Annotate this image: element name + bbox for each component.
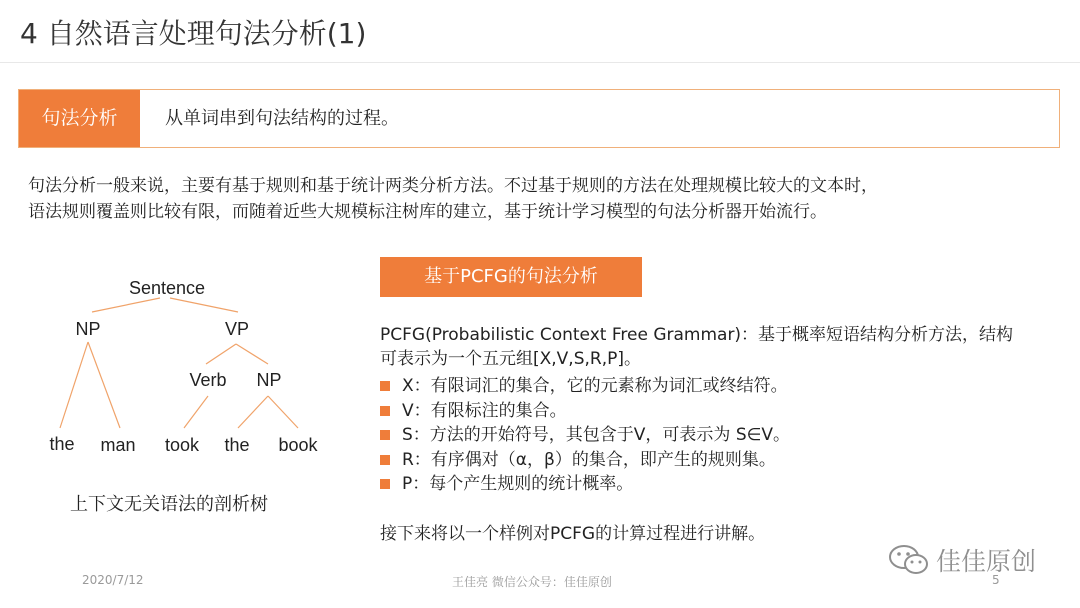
square-bullet-icon [380, 430, 390, 440]
leaf-took: took [164, 435, 200, 455]
tree-caption: 上下文无关语法的剖析树 [70, 494, 268, 515]
watermark [888, 540, 1036, 580]
node-vp: VP [224, 319, 250, 339]
node-verb: Verb [189, 370, 227, 390]
edge-np-the [60, 342, 88, 428]
watermark-text: 佳佳原创 [936, 547, 1037, 576]
list-item-text: P：每个产生规则的统计概率。 [402, 474, 634, 494]
square-bullet-icon [380, 406, 390, 416]
leaf-the: the [49, 434, 75, 454]
square-bullet-icon [380, 479, 390, 489]
slide-title: 4 自然语言处理句法分析(1) [20, 17, 367, 50]
pcfg-desc-line-2: 可表示为一个五元组[X,V,S,R,P]。 [380, 349, 642, 369]
definition-box [18, 89, 1060, 148]
edge-vp-verb [206, 344, 236, 364]
list-item [380, 448, 790, 473]
list-item [380, 472, 790, 497]
square-bullet-icon [380, 381, 390, 391]
definition-tag: 句法分析 [19, 90, 140, 147]
list-item-text: X：有限词汇的集合，它的元素称为词汇或终结符。 [402, 376, 788, 396]
leaf-book: book [278, 435, 318, 455]
intro-line-2: 语法规则覆盖则比较有限，而随着近些大规模标注树库的建立，基于统计学习模型的句法分析器开始流行。 [28, 202, 827, 222]
leaf-the-2: the [224, 435, 250, 455]
pcfg-desc-line-1: PCFG(Probabilistic Context Free Grammar)：基于概率短语结构分析方法，结构 [380, 325, 1014, 345]
list-item [380, 423, 790, 448]
list-item-text: V：有限标注的集合。 [402, 400, 567, 421]
pcfg-component-list [380, 374, 790, 497]
edge-vp-np [236, 344, 268, 364]
edge-np-book [268, 396, 298, 428]
square-bullet-icon [380, 455, 390, 465]
leaf-man: man [100, 435, 136, 455]
edge-sentence-vp [170, 298, 238, 312]
wechat-icon [888, 543, 930, 577]
edge-verb-took [184, 396, 208, 428]
pcfg-description [380, 323, 1070, 371]
pcfg-heading-tag: 基于PCFG的句法分析 [380, 257, 642, 297]
list-item [380, 374, 790, 399]
parse-tree-diagram [0, 250, 360, 480]
footer-page-number: 5 [992, 573, 1000, 587]
edge-sentence-np [92, 298, 160, 312]
footer-date: 2020/7/12 [82, 573, 144, 587]
list-item [380, 399, 790, 424]
definition-text: 从单词串到句法结构的过程。 [165, 108, 399, 129]
edge-np-the2 [238, 396, 268, 428]
list-item-text: S：方法的开始符号，其包含于V，可表示为 S∈V。 [402, 425, 791, 445]
intro-line-1: 句法分析一般来说，主要有基于规则和基于统计两类分析方法。不过基于规则的方法在处理规模比较大的文本时， [28, 176, 878, 196]
pcfg-next-text: 接下来将以一个样例对PCFG的计算过程进行讲解。 [380, 524, 766, 544]
node-sentence: Sentence [128, 278, 206, 298]
edge-np-man [88, 342, 120, 428]
footer-author: 王佳亮 微信公众号：佳佳原创 [452, 575, 612, 589]
node-np: NP [75, 319, 101, 339]
list-item-text: R：有序偶对（α，β）的集合，即产生的规则集。 [402, 449, 776, 470]
node-np2: NP [256, 370, 282, 390]
title-divider [0, 62, 1080, 63]
tree-edges [60, 298, 298, 428]
intro-paragraph [28, 173, 1048, 225]
